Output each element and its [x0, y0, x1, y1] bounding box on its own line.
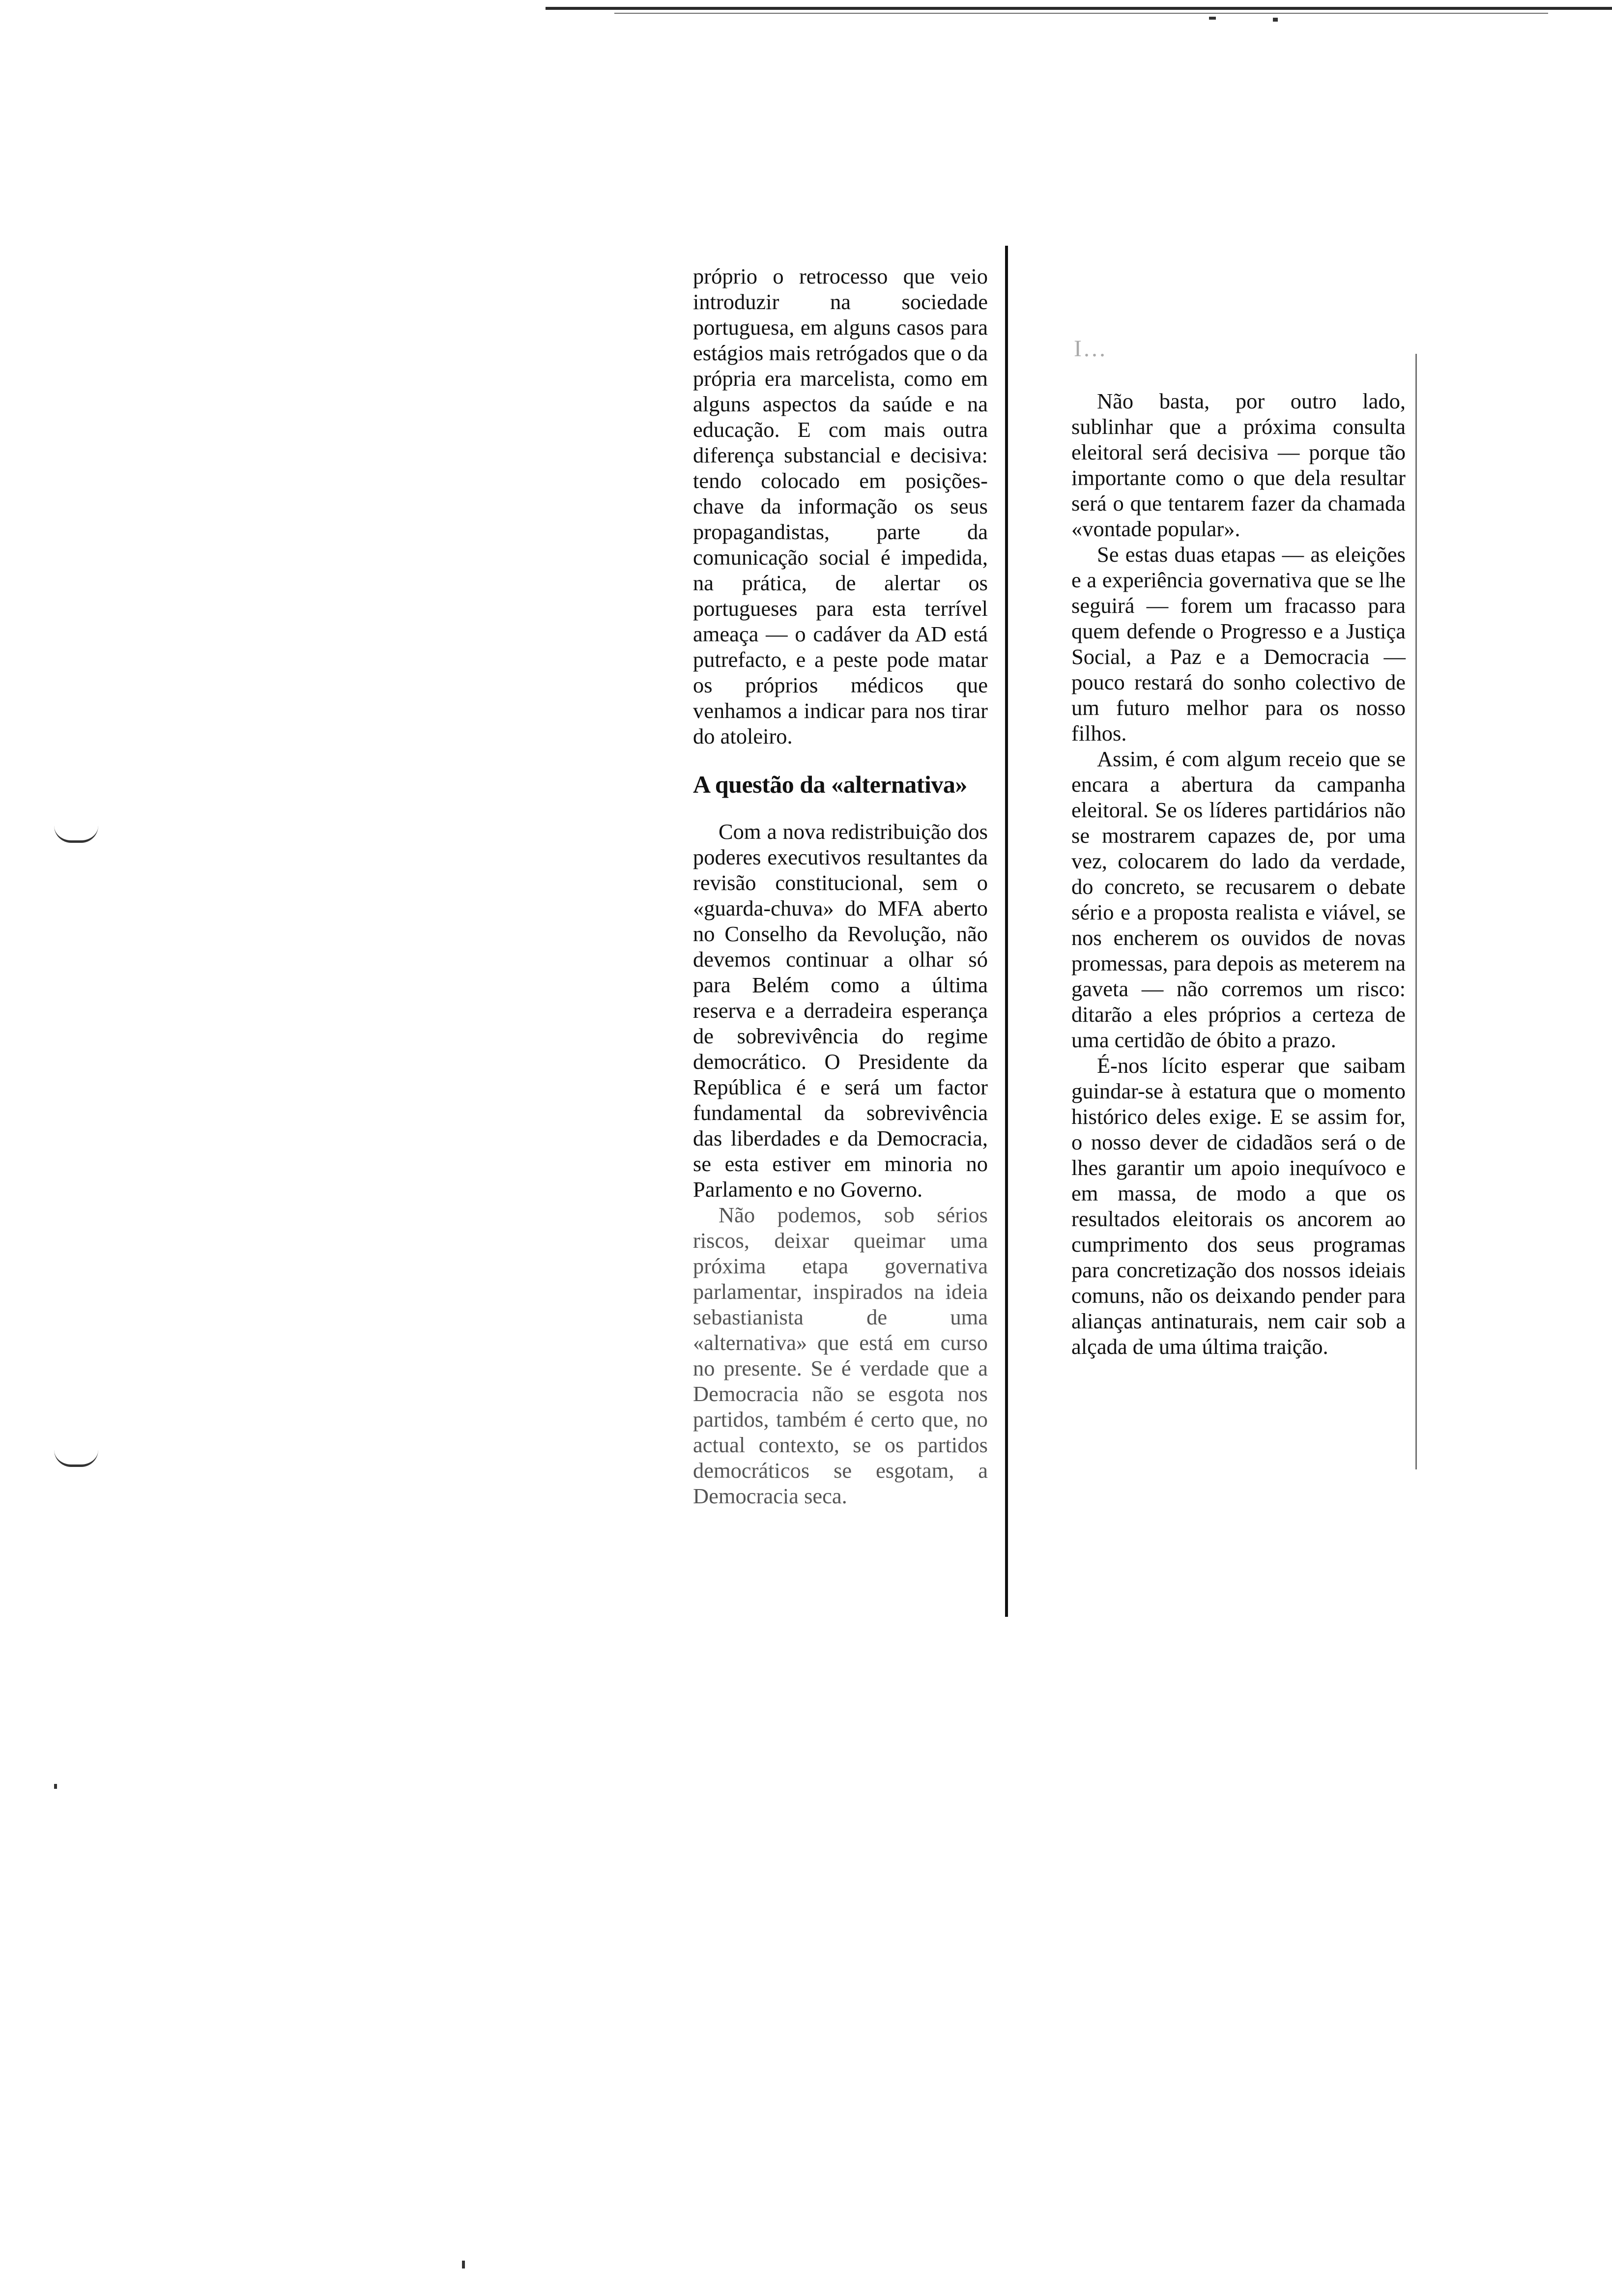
paragraph: Não podemos, sob sérios riscos, deixar queimar uma próxima etapa governativa parlamentar, inspirados na ideia sebastianista de uma «alternativa» que está em curso no presente. Se é verdade que a Democracia não se esgota nos partidos, também é certo que, no actual contexto, se os partidos democráticos se esgotam, a Democracia seca.: [693, 1203, 988, 1508]
article-column-right: [1071, 388, 1406, 1359]
scan-speck: [1273, 18, 1278, 22]
paragraph: É-nos lícito esperar que saibam guindar-se à estatura que o momento histórico deles exige. E se assim for, o nosso dever de cidadãos será o de lhes garantir um apoio inequívoco e em massa, de modo a que os resultados eleitorais os ancorem ao cumprimento dos seus programas para concretização dos nossos ideiais comuns, não os deixando pender para alianças antinaturais, nem cair sob a alçada de uma última traição.: [1071, 1053, 1406, 1359]
paragraph: Se estas duas etapas — as eleições e a experiência governativa que se lhe seguirá — forem um fracasso para quem defende o Progresso e a Justiça Social, a Paz e a Democracia — pouco restará do sonho colectivo de um futuro melhor para os nosso filhos.: [1071, 542, 1406, 746]
punch-hole-mark: [54, 1450, 98, 1467]
paragraph: Assim, é com algum receio que se encara a abertura da campanha eleitoral. Se os líderes partidários não se mostrarem capazes de, por uma vez, colocarem do lado da verdade, do concreto, se recusarem o debate sério e a proposta realista e viável, se nos encherem os ouvidos de novas promessas, para depois as meterem na gaveta — não corremos um risco: ditarão a eles próprios a certeza de uma certidão de óbito a prazo.: [1071, 746, 1406, 1052]
paragraph: Com a nova redistribuição dos poderes executivos resultantes da revisão constitucional, sem o «guarda-chuva» do MFA aberto no Conselho da Revolução, não devemos continuar a olhar só para Belém como a última reserva e a derradeira esperança de sobrevivência do regime democrático. O Presidente da República é e será um factor fundamental da sobrevivência das liberdades e da Democracia, se esta estiver em minoria no Parlamento e no Governo.: [693, 819, 988, 1202]
column-divider: [1005, 246, 1008, 1617]
subheading: A questão da «alternativa»: [693, 771, 967, 798]
scan-speck: [54, 1784, 57, 1789]
scan-speck: [462, 2261, 465, 2268]
paragraph: próprio o retrocesso que veio introduzir na sociedade portuguesa, em alguns casos para estágios mais retrógados que o da própria era marcelista, como em alguns aspectos da saúde e na educação. E com mais outra diferença substancial e decisiva: tendo colocado em posições-chave da informação os seus propagandistas, parte da comunicação social é impedida, na prática, de alertar os portugueses para esta terrível ameaça — o cadáver da AD está putrefacto, e a peste pode matar os próprios médicos que venhamos a indicar para nos tirar do atoleiro.: [693, 264, 988, 748]
scan-edge-line: [546, 7, 1612, 10]
section-heading: I...: [1074, 336, 1107, 362]
punch-hole-mark: [54, 826, 98, 843]
scan-edge-line: [614, 13, 1548, 14]
column-divider: [1415, 354, 1417, 1469]
paragraph: Não basta, por outro lado, sublinhar que a próxima consulta eleitoral será decisiva — porque tão importante como o que dela resultar será o que tentarem fazer da chamada «vontade popular».: [1071, 389, 1406, 541]
scan-speck: [1209, 17, 1216, 20]
article-column-left: [693, 263, 988, 1509]
